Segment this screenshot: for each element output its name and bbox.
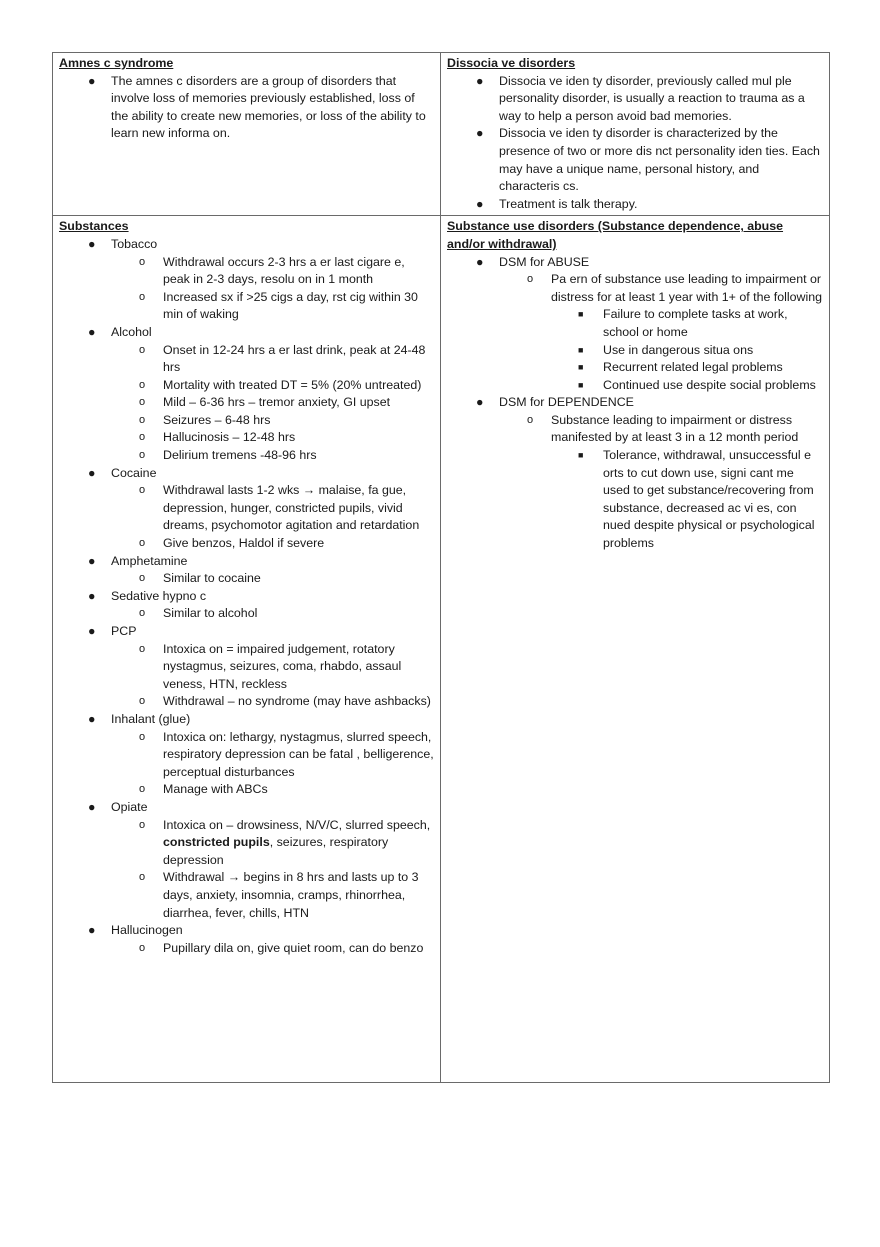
list-item: o Substance leading to impairment or distress manifested by at least 3 in a 12 month period ■ Tolerance, withdrawal, unsuccessful e orts to cut down use, signi cant me used to get substance/recovering from substance, decreased ac vi es, con nued despite physical or psychological problems [499,412,823,553]
substance-cocaine: ● Cocaine o Withdrawal lasts 1-2 wks → malaise, fa gue, depression, hunger, constricted pupils, vivid dreams, psychomotor agitation and retardation o Give benzos, Haldol if severe [59,465,434,553]
bullet-icon: ● [476,126,484,141]
circle-bullet-icon: o [139,396,146,409]
circle-bullet-icon: o [139,431,146,444]
list-item: ● Dissocia ve iden ty disorder, previously called mul ple personality disorder, is usually a reaction to trauma as a way to help a person avoid bad memories. [476,73,805,123]
list-item: o Onset in 12-24 hrs a er last drink, peak at 24-48 hrs [139,342,426,375]
bullet-icon: ● [476,254,484,269]
dsm-abuse: ● DSM for ABUSE o Pa ern of substance use leading to impairment or distress for at least 1 year with 1+ of the following ■ Failure to complete tasks at work, school or home ■ Use in dangerous situa ons ■ Recurrent related legal problems ■ Continued use despite social problems [447,254,823,395]
substance-hallucinogen: ● Hallucinogen o Pupillary dila on, give quiet room, can do benzo [59,922,434,957]
circle-bullet-icon: o [139,537,146,550]
substance-amphetamine: ● Amphetamine o Similar to cocaine [59,553,434,588]
square-bullet-icon: ■ [578,309,584,320]
dissociative-heading: Dissocia ve disorders [447,56,576,70]
table-row [53,53,830,216]
sud-heading: Substance use disorders (Substance dependence, abuse and/or withdrawal) [447,219,784,251]
bullet-icon: ● [88,799,96,814]
circle-bullet-icon: o [139,290,146,303]
circle-bullet-icon: o [139,871,146,884]
circle-bullet-icon: o [139,818,146,831]
list-item: o Manage with ABCs [111,781,434,799]
bullet-icon: ● [88,711,96,726]
list-item: ■ Continued use despite social problems [551,377,823,395]
list-item: o Pa ern of substance use leading to impairment or distress for at least 1 year with 1+ of the following ■ Failure to complete tasks at work, school or home ■ Use in dangerous situa ons ■ Recurrent related legal problems ■ Continued use despite social problems [499,271,823,394]
list-item: ■ Use in dangerous situa ons [551,342,823,360]
list-item: o Withdrawal lasts 1-2 wks → malaise, fa gue, depression, hunger, constricted pupils, vivid dreams, psychomotor agitation and retardation [139,483,420,533]
substance-pcp: ● PCP o Intoxica on = impaired judgement, rotatory nystagmus, seizures, coma, rhabdo, assaul veness, HTN, reckless o Withdrawal – no syndrome (may have ashbacks) [59,623,434,711]
bullet-icon: ● [88,324,96,339]
list-item: o Pupillary dila on, give quiet room, can do benzo [111,940,434,958]
sud-cell [441,216,830,1083]
list-item: ■ Failure to complete tasks at work, school or home [578,307,788,339]
circle-bullet-icon: o [139,730,146,743]
list-item: ● Treatment is talk therapy. [447,196,823,214]
list-item: ■ Tolerance, withdrawal, unsuccessful e orts to cut down use, signi cant me used to get substance/recovering from substance, decreased ac vi es, con nued despite physical or psychological problems [578,448,815,551]
list-item: o Delirium tremens -48-96 hrs [111,447,434,465]
substance-inhalant: ● Inhalant (glue) o Intoxica on: lethargy, nystagmus, slurred speech, respiratory depression can be fatal , belligerence, perceptual disturbances o Manage with ABCs [59,711,434,799]
amnestic-heading: Amnes c syndrome [59,56,174,70]
circle-bullet-icon: o [139,343,146,356]
circle-bullet-icon: o [139,607,146,620]
list-item: o Intoxica on = impaired judgement, rotatory nystagmus, seizures, coma, rhabdo, assaul veness, HTN, reckless [139,641,402,691]
bullet-icon: ● [88,236,96,251]
list-item: o Mortality with treated DT = 5% (20% untreated) [111,377,434,395]
square-bullet-icon: ■ [578,344,584,355]
bullet-icon: ● [88,553,96,568]
circle-bullet-icon: o [139,413,146,426]
substances-list [59,236,434,957]
amnestic-list [59,73,434,143]
list-item: o Mild – 6-36 hrs – tremor anxiety, GI upset [111,394,434,412]
list-item: ■ Recurrent related legal problems [551,359,823,377]
dissociative-list [447,73,823,214]
list-item: o Hallucinosis – 12-48 hrs [111,429,434,447]
circle-bullet-icon: o [527,273,534,286]
list-item: o Withdrawal – no syndrome (may have ashbacks) [111,693,434,711]
substances-cell [53,216,441,1083]
bullet-icon: ● [476,196,484,211]
bullet-icon: ● [476,395,484,410]
bullet-icon: ● [88,73,96,88]
circle-bullet-icon: o [139,255,146,268]
sud-list [447,254,823,553]
circle-bullet-icon: o [139,484,146,497]
list-item: o Withdrawal → begins in 8 hrs and lasts up to 3 days, anxiety, insomnia, cramps, rhinorrhea, diarrhea, fever, chills, HTN [139,870,419,920]
amnestic-cell [53,53,441,216]
substances-heading: Substances [59,219,129,234]
substance-alcohol: ● Alcohol o Onset in 12-24 hrs a er last drink, peak at 24-48 hrs o Mortality with treated DT = 5% (20% untreated) o Mild – 6-36 hrs – tremor anxiety, GI upset o Seizures – 6-48 hrs o Hallucinosis – 12-48 hrs o Delirium tremens -48-96 hrs [59,324,434,465]
square-bullet-icon: ■ [578,450,584,461]
bullet-icon: ● [88,624,96,638]
bullet-icon: ● [88,588,96,603]
notes-table [52,52,830,1083]
substance-opiate: ● Opiate o Intoxica on – drowsiness, N/V/C, slurred speech, constricted pupils, seizures, respiratory depression o Withdrawal → begins in 8 hrs and lasts up to 3 days, anxiety, insomnia, cramps, rhinorrhea, diarrhea, fever, chills, HTN [59,799,434,922]
list-item: o Give benzos, Haldol if severe [111,535,434,553]
list-item: o Intoxica on – drowsiness, N/V/C, slurred speech, constricted pupils, seizures, respiratory depression [139,817,431,867]
list-item: o Similar to alcohol [111,605,434,623]
list-item: o Increased sx if >25 cigs a day, rst cig within 30 min of waking [139,289,418,322]
list-item: o Seizures – 6-48 hrs [111,412,434,430]
bullet-icon: ● [476,73,484,88]
bullet-icon: ● [88,465,96,480]
circle-bullet-icon: o [139,378,146,391]
circle-bullet-icon: o [139,449,146,462]
dsm-dependence: ● DSM for DEPENDENCE o Substance leading to impairment or distress manifested by at least 3 in a 12 month period ■ Tolerance, withdrawal, unsuccessful e orts to cut down use, signi cant me used to get substance/recovering from substance, decreased ac vi es, con nued despite physical or psychological problems [447,394,823,552]
circle-bullet-icon: o [527,413,534,426]
substance-sedative: ● Sedative hypno c o Similar to alcohol [59,588,434,623]
list-item: o Similar to cocaine [111,570,434,588]
circle-bullet-icon: o [139,783,146,796]
circle-bullet-icon: o [139,941,146,954]
square-bullet-icon: ■ [578,362,584,373]
circle-bullet-icon: o [139,695,146,708]
bullet-icon: ● [88,923,96,938]
circle-bullet-icon: o [139,572,146,585]
list-item: ● Dissocia ve iden ty disorder is characterized by the presence of two or more dis nct personality iden ties. Each may have a unique name, personal history, and characteris cs. [476,126,820,194]
dissociative-cell [441,53,830,216]
list-item: o Withdrawal occurs 2-3 hrs a er last cigare e, peak in 2-3 days, resolu on in 1 month [139,254,405,287]
list-item: o Intoxica on: lethargy, nystagmus, slurred speech, respiratory depression can be fatal , belligerence, perceptual disturbances [139,729,434,779]
substance-tobacco: ● Tobacco o Withdrawal occurs 2-3 hrs a er last cigare e, peak in 2-3 days, resolu on in 1 month o Increased sx if >25 cigs a day, rst cig within 30 min of waking [59,236,434,324]
list-item: ● The amnes c disorders are a group of disorders that involve loss of memories previously established, loss of the ability to create new memories, or loss of the ability to learn new informa on. [88,73,426,141]
circle-bullet-icon: o [139,642,146,655]
square-bullet-icon: ■ [578,379,584,390]
table-row [53,216,830,1083]
